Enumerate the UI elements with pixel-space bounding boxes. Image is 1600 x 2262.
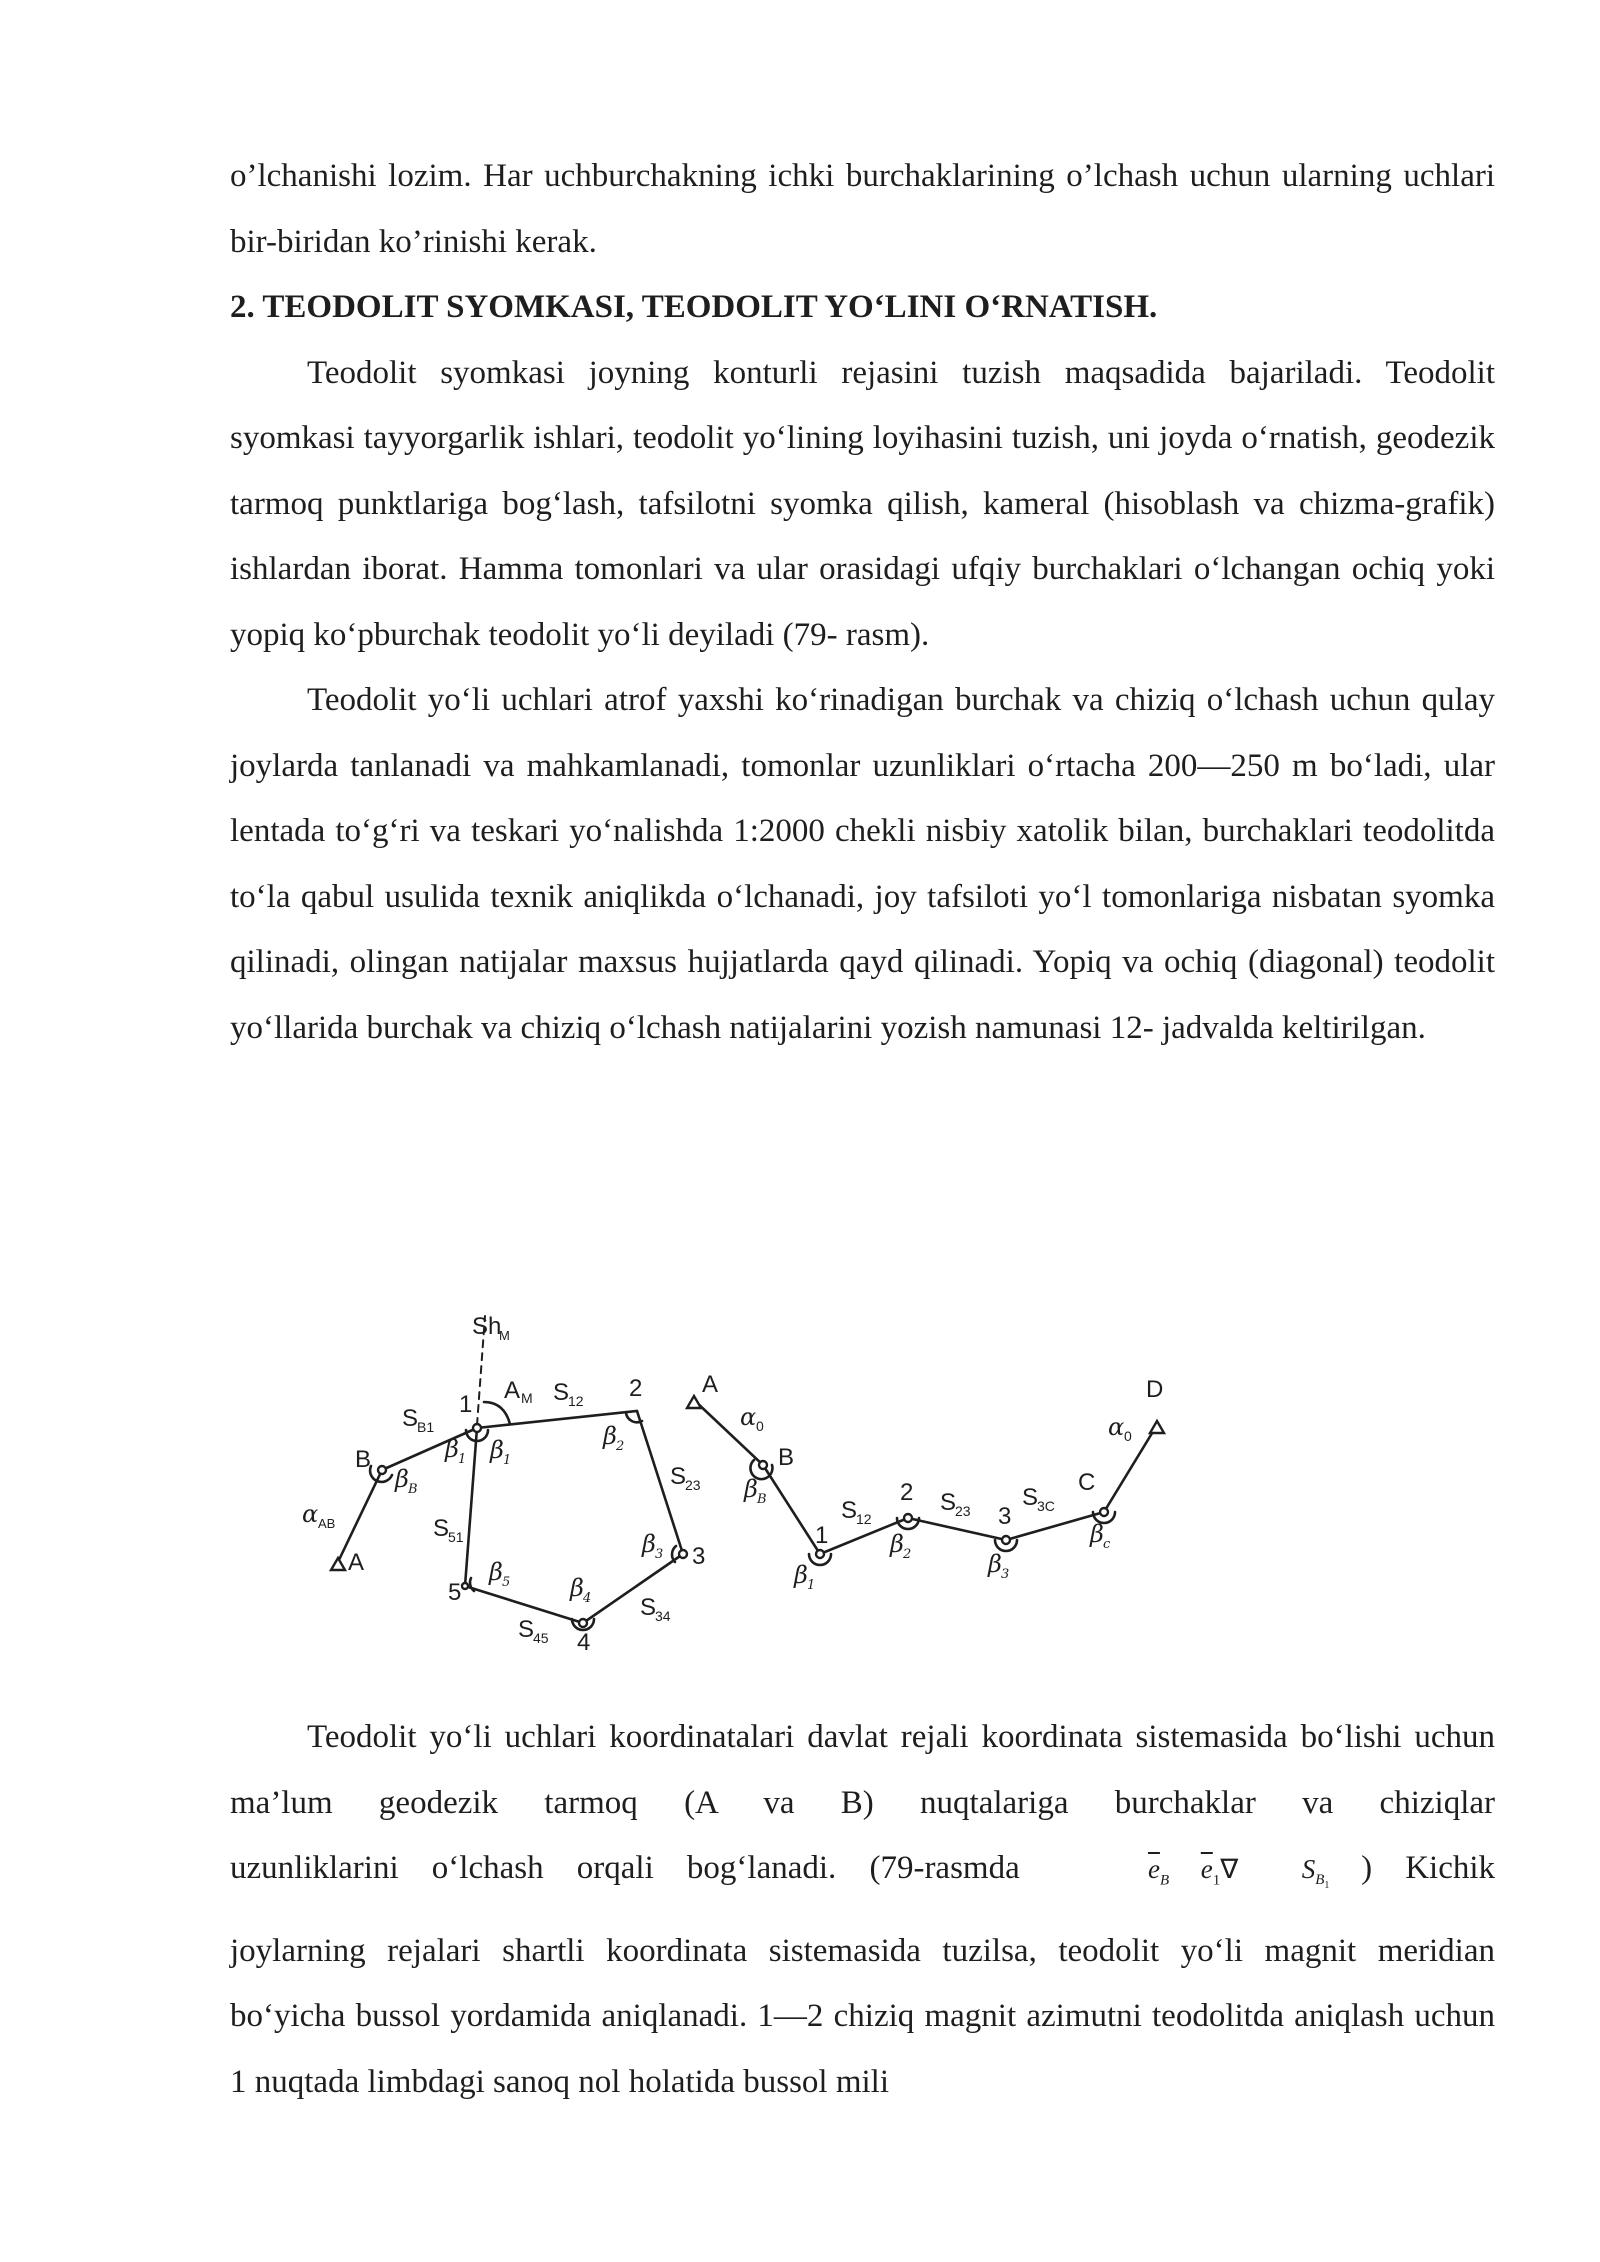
label-open-betaC-sub: c (1103, 1537, 1111, 1552)
label-open-beta2: β (890, 1530, 904, 1558)
label-open-beta1: β (794, 1561, 808, 1589)
angle-arc-5 (470, 1578, 474, 1591)
label-beta2: β (603, 1422, 617, 1450)
label-beta1-sub: 1 (503, 1453, 512, 1468)
label-open-beta3: β (988, 1550, 1002, 1578)
paragraph-koordinatalar (230, 1705, 1495, 1836)
label-S34: S (640, 1594, 657, 1621)
inline-formula: $\overline{e}_B$ $\overline{e}_1\nabla$ $S_{B_1}$ (1147, 1854, 1330, 1892)
label-open-point-1: 1 (815, 1522, 829, 1549)
formula-e-b: $\overline{e}$ (1147, 1854, 1160, 1884)
formula-trail-text: ) Kichik (1361, 1850, 1496, 1886)
point-B-closed (378, 1466, 386, 1474)
label-open-S3C-sub: 3C (1037, 1498, 1055, 1514)
label-S45: S (518, 1616, 535, 1643)
label-open-S23-sub: 23 (955, 1503, 971, 1519)
point-3-closed (679, 1550, 687, 1558)
paragraph-koordinatalar-text: Teodolit yo‘li uchlari koordinatalari davlat rejali koordinata sistemasida bo‘lishi uchun ma’lum geodezik tarmoq (A va B) nuqtalariga burchaklar va chiziqlar (230, 1719, 1495, 1821)
label-open-beta2-sub: 2 (903, 1547, 912, 1562)
station-triangle-A-closed (331, 1558, 345, 1570)
label-open-S3C: S (1022, 1484, 1039, 1511)
label-point-A: A (348, 1549, 365, 1576)
formula-nabla: ∇ (1220, 1854, 1239, 1884)
label-beta5: β (489, 1558, 503, 1586)
point-4-closed (579, 1619, 587, 1627)
paragraph-teodolit-syomkasi: Teodolit syomkasi joyning konturli rejasini tuzish maqsadida bajariladi. Teodolit syomkasi tayyorgarlik ishlari, teodolit yo‘lining loyihasini tuzish, uni joyda o‘rnatish, geodezik tarmoq punktlariga bog‘lash, tafsilotni syomka qilish, kameral (hisoblash va chizma-grafik) ishlardan iborat. Hamma tomonlari va ular orasidagi ufqiy burchaklari o‘lchangan ochiq yoki yopiq ko‘pburchak teodolit yo‘li deyiladi (79- rasm). (230, 354, 1495, 653)
label-beta4: β (570, 1574, 584, 1602)
label-beta1: β (490, 1436, 504, 1464)
label-S12-sub: 12 (568, 1393, 584, 1409)
label-open-B: B (778, 1444, 795, 1471)
label-point-4: 4 (577, 1629, 591, 1656)
label-alpha0: α (740, 1403, 757, 1431)
side-S-23-open (908, 1518, 1006, 1540)
point-1-open (816, 1550, 824, 1558)
point-1-closed (473, 1424, 481, 1432)
label-open-betaC: β (1090, 1520, 1104, 1548)
label-open-S12-sub: 12 (856, 1511, 872, 1527)
formula-lead-text: uzunliklarini o‘lchash orqali bog‘lanadi. (79-rasmda (230, 1850, 1020, 1886)
formula-e-1: $\overline{e}$ (1200, 1854, 1213, 1884)
side-S-51 (465, 1428, 477, 1586)
label-point-2: 2 (629, 1375, 643, 1402)
formula-s: S (1301, 1854, 1316, 1884)
label-open-C: C (1078, 1469, 1096, 1496)
side-B1-open (763, 1465, 820, 1554)
label-point-3: 3 (692, 1543, 706, 1570)
label-alpha-n: α (1108, 1413, 1125, 1441)
point-3-open (1002, 1536, 1010, 1544)
paragraph-line-with-formula (230, 1836, 1495, 1919)
label-S51: S (433, 1515, 450, 1542)
label-betaB: β (395, 1465, 409, 1493)
paragraph-continuation: o’lchanishi lozim. Har uchburchakning ichki burchaklarining o’lchash uchun ularning uchlari bir-biridan ko’rinishi kerak. (230, 158, 1495, 260)
label-A: A (504, 1377, 521, 1404)
label-open-D: D (1146, 1376, 1164, 1403)
label-open-point-2: 2 (900, 1479, 914, 1506)
label-S51-sub: 51 (448, 1529, 464, 1545)
label-open-S23: S (940, 1489, 957, 1516)
label-betaB-sub: B (408, 1482, 418, 1497)
label-beta3: β (642, 1530, 656, 1558)
label-beta5-sub: 5 (502, 1575, 511, 1590)
label-open-beta1-sub: 1 (807, 1578, 816, 1593)
label-SB1: S (402, 1405, 419, 1432)
section-heading: 2. TEODOLIT SYOMKASI, TEODOLIT YO‘LINI O‘RNATISH. (230, 289, 1158, 325)
point-B-open (759, 1461, 767, 1469)
traverse-diagram-svg (290, 1300, 1240, 1695)
label-A-sub: M (521, 1390, 533, 1406)
point-2-open (904, 1514, 912, 1522)
label-S23: S (670, 1463, 687, 1490)
label-beta4-sub: 4 (583, 1591, 592, 1606)
top-text-block (230, 144, 1495, 1061)
label-S12: S (553, 1379, 570, 1406)
label-sh: Sh (472, 1313, 502, 1340)
point-C-open (1100, 1508, 1108, 1516)
station-triangle-A-open (687, 1396, 701, 1408)
point-5-closed (462, 1583, 468, 1589)
label-beta2-sub: 2 (616, 1439, 625, 1454)
station-triangle-D-open (1150, 1421, 1164, 1433)
label-sh-sub: M (499, 1328, 510, 1343)
label-open-betaB-sub: B (757, 1492, 767, 1507)
label-alpha0-sub: 0 (756, 1418, 764, 1434)
paragraph-teodolit-yoli-uchlari: Teodolit yo‘li uchlari atrof yaxshi ko‘rinadigan burchak va chiziq o‘lchash uchun qulay joylarda tanlanadi va mahkamlanadi, tomonlar uzunliklari o‘rtacha 200—250 m bo‘ladi, ular lentada to‘g‘ri va teskari yo‘nalishda 1:2000 chekli nisbiy xatolik bilan, burchaklari teodolitda to‘la qabul usulida texnik aniqlikda o‘lchanadi, joy tafsiloti yo‘l tomonlariga nisbatan syomka qilinadi, olingan natijalar maxsus hujjatlarda qayd qilinadi. Yopiq va ochiq (diagonal) teodolit yo‘llarida burchak va chiziq o‘lchash natijalarini yozish namunasi 12- jadvalda keltirilgan. (230, 682, 1495, 1046)
figure-79-traverse-diagram (290, 1300, 1240, 1695)
label-S34-sub: 34 (655, 1608, 671, 1624)
label-point-5: 5 (448, 1579, 462, 1606)
label-open-beta3-sub: 3 (1001, 1567, 1010, 1582)
paragraph-bussol: joylarning rejalari shartli koordinata sistemasida tuzilsa, teodolit yo‘li magnit meridian bo‘yicha bussol yordamida aniqlanadi. 1—2 chiziq magnit azimutni teodolitda aniqlash uchun 1 nuqtada limbdagi sanoq nol holatida bussol mili (230, 1932, 1495, 2100)
label-open-A: A (702, 1371, 719, 1398)
label-point-1: 1 (459, 1391, 473, 1418)
azimuth-arc-AM (484, 1402, 510, 1424)
label-SB1-sub: B1 (417, 1419, 435, 1435)
label-S45-sub: 45 (533, 1630, 549, 1646)
label-S23-sub: 23 (685, 1477, 701, 1493)
label-open-betaB: β (744, 1475, 758, 1503)
label-alpha-n-sub: 0 (1124, 1428, 1132, 1444)
label-alpha-AB-sub: AB (318, 1516, 336, 1531)
label-open-point-3: 3 (998, 1503, 1012, 1530)
bottom-text-block (230, 1705, 1495, 2115)
label-beta1-prime-sub: 1 (458, 1452, 467, 1467)
label-open-S12: S (841, 1497, 858, 1524)
label-beta3-sub: 3 (655, 1547, 664, 1562)
label-point-B: B (355, 1446, 372, 1473)
label-alpha-AB: α (302, 1500, 319, 1528)
label-beta1-prime: β (445, 1435, 459, 1463)
